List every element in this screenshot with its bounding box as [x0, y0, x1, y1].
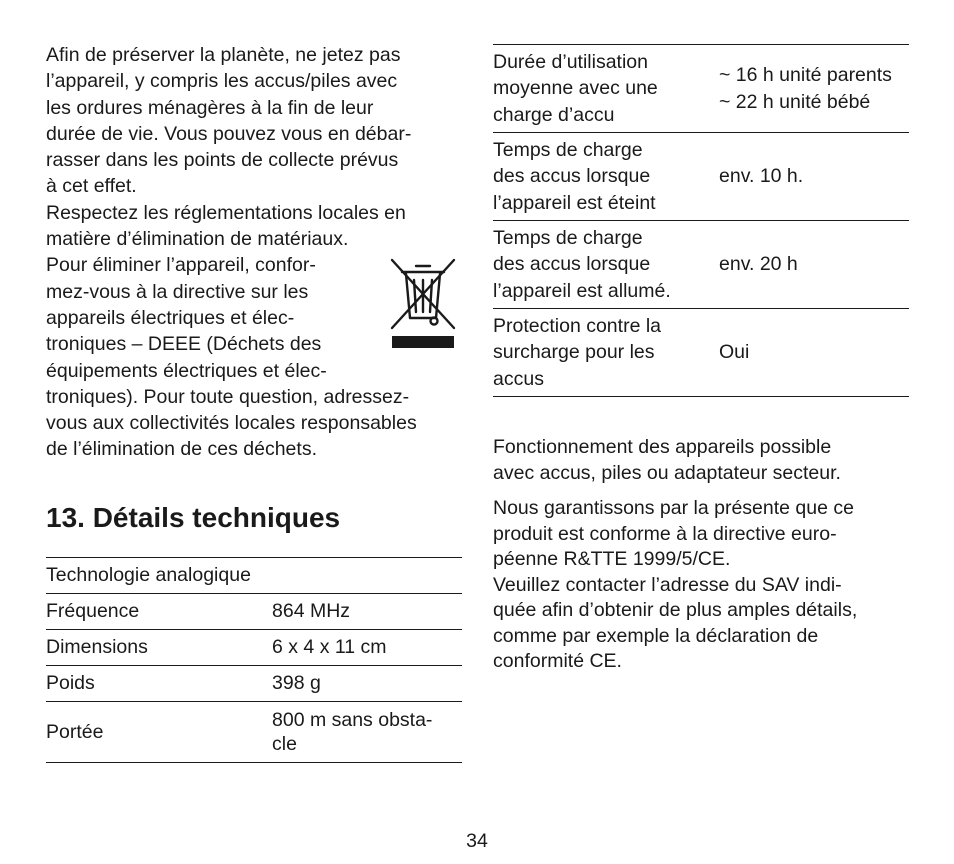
text-line: produit est conforme à la directive euro- [493, 522, 837, 545]
table-row [46, 557, 462, 593]
text-line: vous aux collectivités locales responsables [46, 412, 417, 435]
spec-value [272, 701, 462, 762]
text-line: équipements électriques et élec- [46, 359, 327, 382]
spec-label: Fréquence [46, 600, 140, 623]
text-line: quée afin d’obtenir de plus amples détails, [493, 599, 858, 621]
text-line: des accus lorsque [493, 165, 651, 188]
text-line: accus [493, 367, 544, 390]
row-value: env. 10 h. [719, 165, 804, 188]
text-line: troniques). Pour toute question, adressez- [46, 385, 410, 408]
text-line: comme par exemple la déclaration de [493, 624, 819, 647]
text-line: rasser dans les points de collecte prévus [46, 149, 399, 172]
text-line: 800 m sans obsta- [272, 708, 433, 731]
text-line: Veuillez contacter l’adresse du SAV indi- [493, 573, 842, 596]
battery-table [493, 44, 909, 397]
text-line: Temps de charge [493, 139, 643, 162]
text-line: des accus lorsque [493, 253, 651, 276]
spec-value: 398 g [272, 672, 321, 695]
text-line: Temps de charge [493, 227, 643, 250]
section-title: 13. Détails techniques [46, 501, 341, 533]
text-line: appareils électriques et élec- [46, 306, 295, 329]
text-line: Respectez les réglementations locales en [46, 201, 406, 224]
text-line: l’appareil, y compris les accus/piles avec [46, 70, 398, 93]
spec-label: Portée [46, 720, 104, 743]
text-line: Durée d’utilisation [493, 51, 649, 74]
spec-label: Dimensions [46, 636, 148, 659]
spec-value: 864 MHz [272, 600, 351, 623]
row-value: Oui [719, 341, 750, 364]
table-row [493, 309, 909, 397]
spec-header: Technologie analogique [46, 564, 251, 587]
table-row [493, 133, 909, 221]
text-line: surcharge pour les [493, 341, 655, 364]
text-line: l’appareil est éteint [493, 191, 656, 214]
text-line: mez-vous à la directive sur les [46, 280, 309, 303]
text-line: l’appareil est allumé. [493, 279, 671, 302]
text-line: Nous garantissons par la présente que ce [493, 497, 854, 519]
text-line: ~ 22 h unité bébé [719, 90, 871, 113]
text-line: charge d’accu [493, 103, 615, 126]
left-column [46, 42, 462, 763]
text-line: matière d’élimination de matériaux. [46, 228, 349, 251]
table-row [493, 221, 909, 309]
text-line: Fonctionnement des appareils possible [493, 436, 832, 458]
text-line: de l’élimination de ces déchets. [46, 438, 317, 461]
text-line: durée de vie. Vous pouvez vous en débar- [46, 122, 412, 145]
page-number: 34 [466, 830, 488, 852]
spec-table [46, 557, 462, 763]
table-row [46, 629, 462, 665]
text-line: troniques – DEEE (Déchets des [46, 333, 322, 356]
right-column [493, 44, 909, 675]
text-line: avec accus, piles ou adaptateur secteur. [493, 461, 841, 484]
text-line: moyenne avec une [493, 77, 658, 100]
spec-value: 6 x 4 x 11 cm [272, 636, 387, 659]
spec-label: Poids [46, 672, 95, 695]
row-value [719, 45, 909, 133]
row-value: env. 20 h [719, 253, 798, 276]
text-line: à cet effet. [46, 175, 137, 198]
table-row [493, 45, 909, 133]
text-line: Afin de préserver la planète, ne jetez pas [46, 44, 401, 66]
table-row [46, 593, 462, 629]
text-line: Pour éliminer l’appareil, confor- [46, 254, 316, 277]
conformity-paragraph [493, 496, 909, 675]
row-label [493, 221, 719, 309]
crossed-out-wheelie-bin-icon [388, 254, 458, 348]
text-line: cle [272, 732, 297, 755]
text-line: les ordures ménagères à la fin de leur [46, 96, 374, 119]
row-label [493, 309, 719, 397]
table-row [46, 701, 462, 762]
weee-section [46, 252, 462, 462]
power-paragraph [493, 435, 909, 486]
row-label [493, 133, 719, 221]
text-line: péenne R&TTE 1999/5/CE. [493, 548, 731, 570]
text-line: ~ 16 h unité parents [719, 64, 892, 87]
text-line: conformité CE. [493, 650, 622, 672]
row-label [493, 45, 719, 133]
disposal-paragraph [46, 42, 462, 252]
table-row [46, 665, 462, 701]
text-line: Protection contre la [493, 315, 662, 338]
